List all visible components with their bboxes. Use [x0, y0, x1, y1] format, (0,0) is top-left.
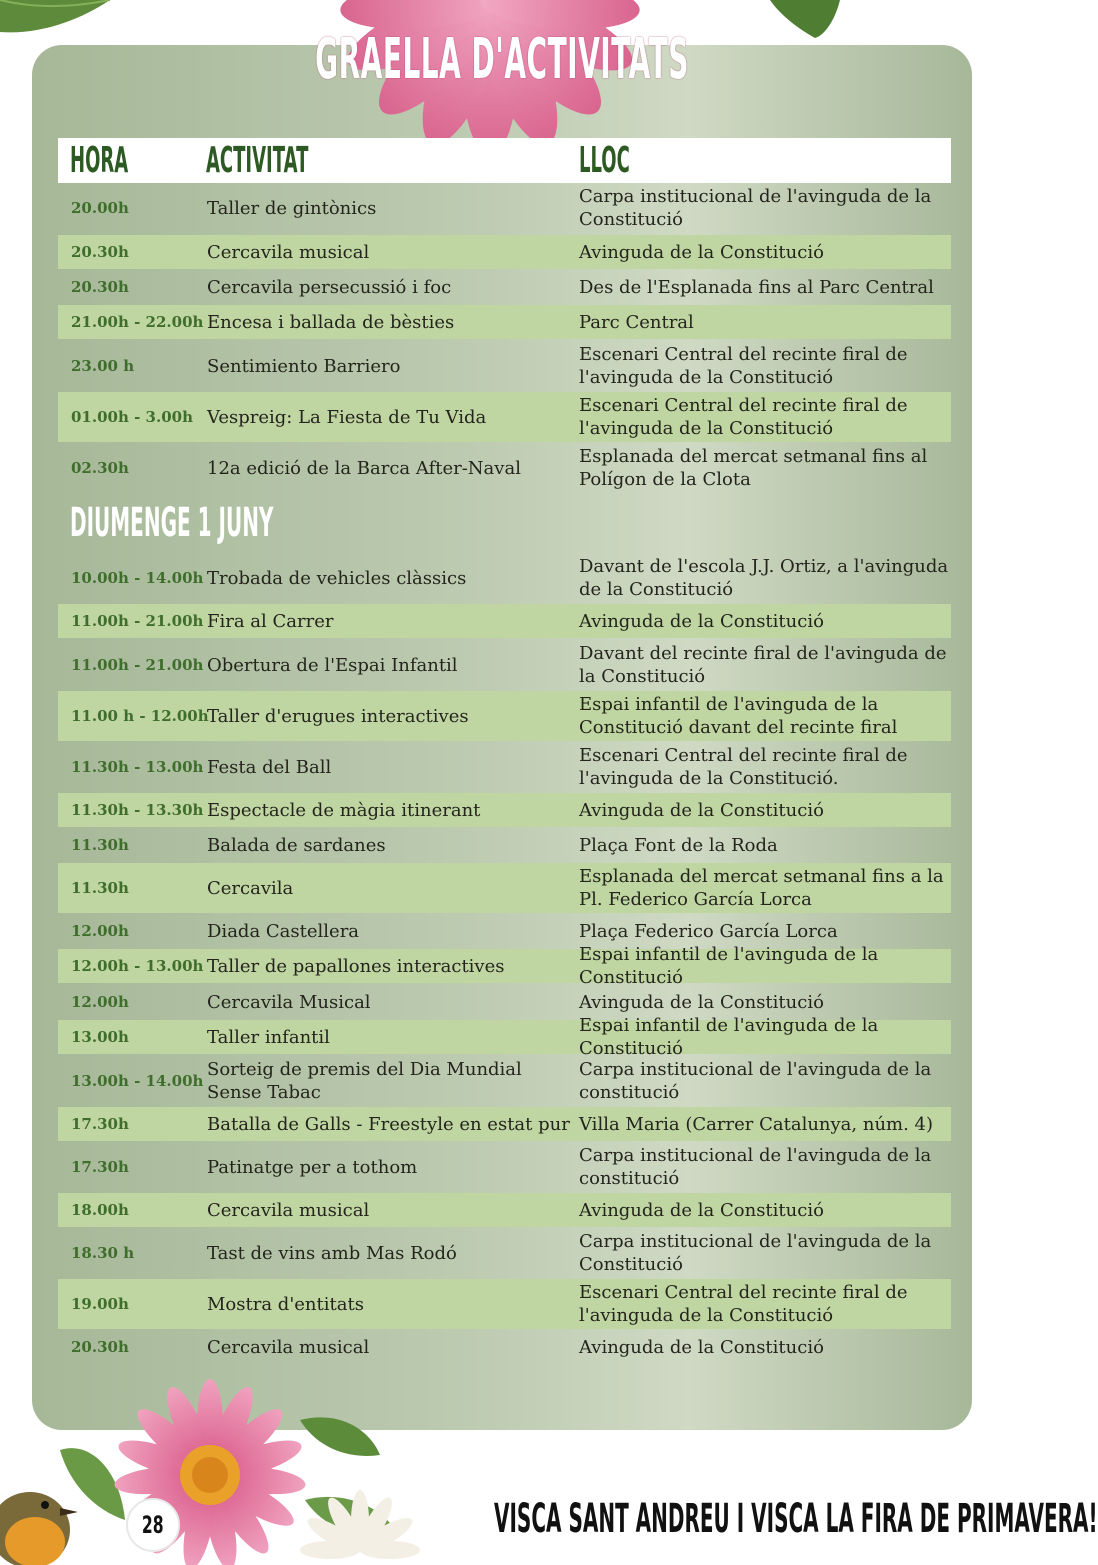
row-activity: Taller infantil [207, 1026, 330, 1048]
table-row [58, 1330, 951, 1364]
day-heading: DIUMENGE 1 JUNY [70, 500, 274, 546]
row-location: Avinguda de la Constitució [579, 1336, 824, 1358]
row-location: Escenari Central del recinte firal de l'avinguda de la Constitució [579, 395, 908, 439]
table-row [58, 553, 951, 603]
row-location: Avinguda de la Constitució [579, 610, 824, 632]
row-location: Parc Central [579, 311, 694, 333]
row-location: Avinguda de la Constitució [579, 991, 824, 1013]
row-location: Avinguda de la Constitució [579, 241, 824, 263]
row-activity: Taller de papallones interactives [207, 955, 505, 977]
page-number: 28 [126, 1498, 180, 1552]
row-time: 11.30h [71, 836, 129, 854]
table-header [58, 138, 951, 183]
row-activity: Mostra d'entitats [207, 1293, 364, 1315]
row-location: Carpa institucional de l'avinguda de la Constitució [579, 1231, 932, 1275]
table-row [58, 1015, 951, 1059]
row-activity: Balada de sardanes [207, 834, 386, 856]
row-time: 12.00h [71, 922, 129, 940]
row-activity: Fira al Carrer [207, 610, 334, 632]
leaf-icon [0, 0, 120, 40]
table-row [58, 1279, 951, 1329]
row-activity: Encesa i ballada de bèsties [207, 311, 455, 333]
table-row [58, 604, 951, 638]
row-activity: Festa del Ball [207, 756, 332, 778]
row-location: Plaça Font de la Roda [579, 834, 778, 856]
row-time: 19.00h [71, 1295, 129, 1313]
row-time: 01.00h - 3.00h [71, 408, 193, 426]
row-activity: Tast de vins amb Mas Rodó [207, 1242, 457, 1264]
row-time: 23.00 h [71, 357, 135, 375]
table-row [58, 793, 951, 827]
row-time: 11.30h - 13.30h [71, 801, 204, 819]
row-location: Villa Maria (Carrer Catalunya, núm. 4) [579, 1113, 934, 1135]
row-location: Escenari Central del recinte firal de l'avinguda de la Constitució [579, 1282, 908, 1326]
robin-bird-icon [0, 1470, 90, 1565]
row-time: 17.30h [71, 1115, 129, 1133]
row-location: Plaça Federico García Lorca [579, 920, 838, 942]
row-time: 10.00h - 14.00h [71, 569, 204, 587]
page-title: GRAELLA D'ACTIVITATS [315, 27, 689, 92]
row-time: 13.00h [71, 1028, 129, 1046]
row-activity: Vespreig: La Fiesta de Tu Vida [207, 406, 487, 428]
row-location: Espai infantil de l'avinguda de la Constitució [579, 1015, 879, 1059]
row-location: Esplanada del mercat setmanal fins al Polígon de la Clota [579, 446, 928, 490]
row-time: 20.30h [71, 278, 129, 296]
row-time: 11.00h - 21.00h [71, 612, 204, 630]
row-time: 17.30h [71, 1158, 129, 1176]
row-activity: Cercavila musical [207, 1199, 370, 1221]
table-row [58, 270, 951, 304]
row-location: Carpa institucional de l'avinguda de la constitució [579, 1145, 932, 1189]
table-row [58, 1193, 951, 1227]
table-row [58, 863, 951, 913]
row-time: 11.00h - 21.00h [71, 656, 204, 674]
row-activity: Sorteig de premis del Dia Mundial Sense Tabac [207, 1059, 522, 1103]
table-row [58, 305, 951, 339]
row-location: Des de l'Esplanada fins al Parc Central [579, 276, 934, 298]
table-row [58, 1228, 951, 1278]
row-location: Davant del recinte firal de l'avinguda de la Constitució [579, 643, 947, 687]
table-row [58, 443, 951, 493]
table-row [58, 1056, 951, 1106]
row-activity: Taller de gintònics [207, 197, 377, 219]
column-header-hora: HORA [70, 140, 129, 181]
table-row [58, 235, 951, 269]
row-location: Escenari Central del recinte firal de l'avinguda de la Constitució [579, 344, 908, 388]
row-time: 18.30 h [71, 1244, 135, 1262]
row-time: 12.00h [71, 993, 129, 1011]
table-row [58, 691, 951, 741]
row-time: 12.00h - 13.00h [71, 957, 204, 975]
row-activity: Espectacle de màgia itinerant [207, 799, 481, 821]
footer-slogan: VISCA SANT ANDREU I VISCA LA FIRA DE PRIMAVERA! [494, 1496, 1098, 1542]
table-row [58, 742, 951, 792]
row-location: Escenari Central del recinte firal de l'avinguda de la Constitució. [579, 745, 908, 789]
row-activity: Taller d'erugues interactives [207, 705, 469, 727]
table-row [58, 1142, 951, 1192]
row-time: 18.00h [71, 1201, 129, 1219]
row-location: Carpa institucional de l'avinguda de la Constitució [579, 186, 932, 230]
table-row [58, 392, 951, 442]
row-time: 21.00h - 22.00h [71, 313, 204, 331]
row-location: Esplanada del mercat setmanal fins a la Pl. Federico García Lorca [579, 866, 944, 910]
table-row [58, 341, 951, 391]
row-activity: Diada Castellera [207, 920, 360, 942]
row-activity: 12a edició de la Barca After-Naval [207, 457, 521, 479]
row-location: Carpa institucional de l'avinguda de la constitució [579, 1059, 932, 1103]
row-activity: Trobada de vehicles clàssics [207, 567, 467, 589]
table-row [58, 183, 951, 233]
row-time: 20.00h [71, 199, 129, 217]
column-header-lloc: LLOC [579, 140, 630, 181]
table-row [58, 640, 951, 690]
row-activity: Batalla de Galls - Freestyle en estat pur [207, 1113, 570, 1135]
row-location: Avinguda de la Constitució [579, 799, 824, 821]
table-row [58, 1107, 951, 1141]
row-location: Davant de l'escola J.J. Ortiz, a l'avinguda de la Constitució [579, 556, 949, 600]
row-time: 11.00 h - 12.00h [71, 707, 209, 725]
row-location: Espai infantil de l'avinguda de la Constitució [579, 944, 879, 988]
table-row [58, 944, 951, 988]
row-activity: Cercavila persecussió i foc [207, 276, 452, 298]
row-activity: Obertura de l'Espai Infantil [207, 654, 458, 676]
row-location: Espai infantil de l'avinguda de la Constitució davant del recinte firal [579, 694, 898, 738]
row-location: Avinguda de la Constitució [579, 1199, 824, 1221]
row-time: 20.30h [71, 243, 129, 261]
row-activity: Cercavila Musical [207, 991, 371, 1013]
row-activity: Sentimiento Barriero [207, 355, 401, 377]
row-time: 20.30h [71, 1338, 129, 1356]
row-time: 13.00h - 14.00h [71, 1072, 204, 1090]
row-activity: Cercavila musical [207, 241, 370, 263]
row-time: 11.30h - 13.00h [71, 758, 204, 776]
table-row [58, 828, 951, 862]
row-activity: Cercavila musical [207, 1336, 370, 1358]
row-activity: Cercavila [207, 877, 294, 899]
row-time: 11.30h [71, 879, 129, 897]
column-header-activitat: ACTIVITAT [206, 140, 309, 181]
row-activity: Patinatge per a tothom [207, 1156, 418, 1178]
row-time: 02.30h [71, 459, 129, 477]
